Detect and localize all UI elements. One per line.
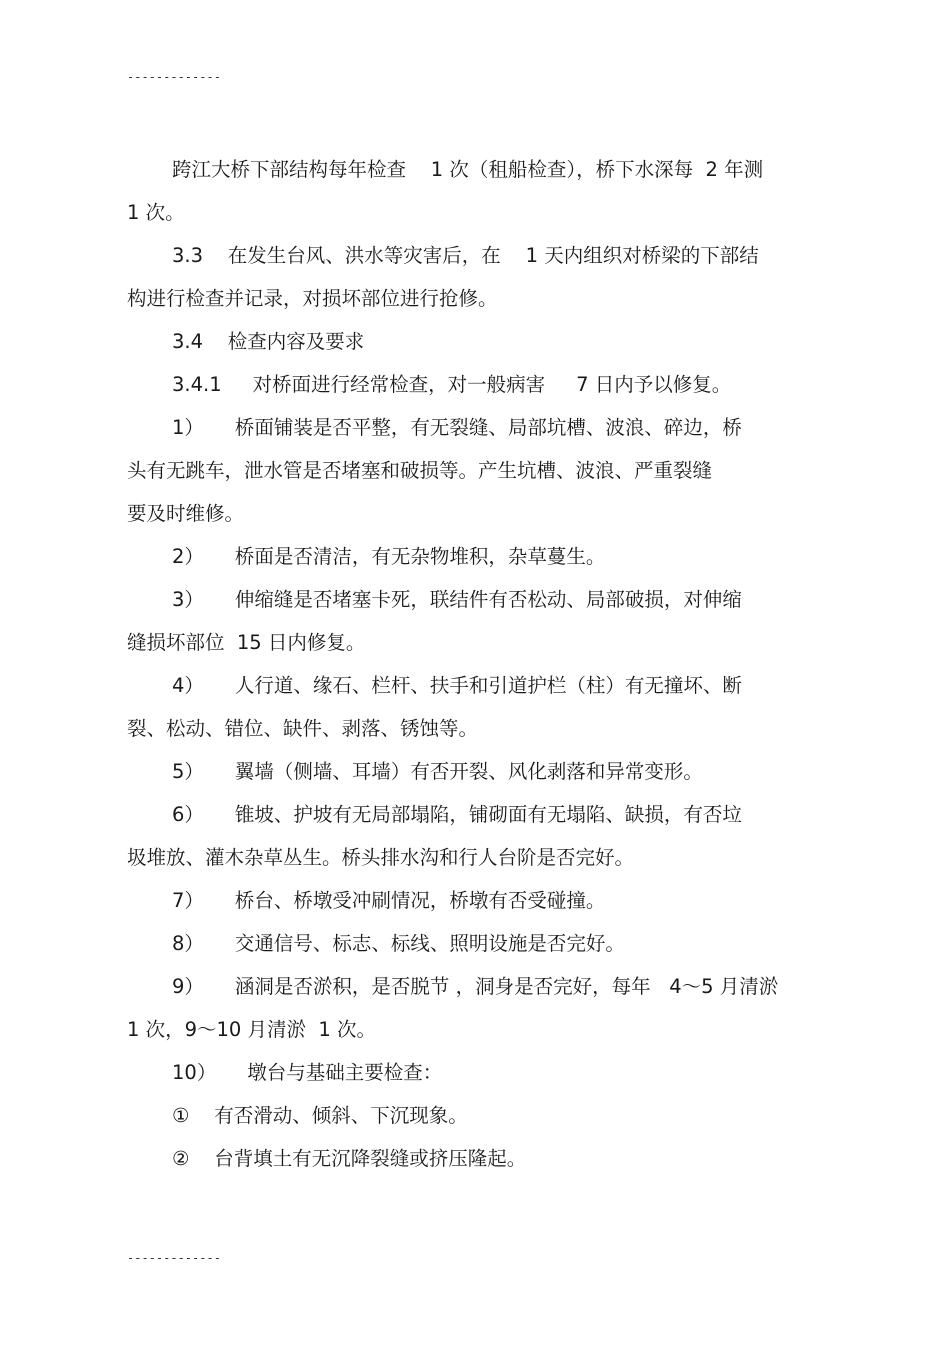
text-line: 1 次。 bbox=[127, 201, 185, 224]
text-line: 3.3 在发生台风、洪水等灾害后，在 1 天内组织对桥梁的下部结 bbox=[172, 244, 759, 267]
text-line: ① 有否滑动、倾斜、下沉现象。 bbox=[172, 1104, 468, 1127]
text-line: 3） 伸缩缝是否堵塞卡死，联结件有否松动、局部破损，对伸缩 bbox=[172, 588, 742, 611]
text-line: 6） 锥坡、护坡有无局部塌陷，铺砌面有无塌陷、缺损，有否垃 bbox=[172, 803, 742, 826]
text-line: 8） 交通信号、标志、标线、照明设施是否完好。 bbox=[172, 932, 625, 955]
document-body bbox=[127, 148, 817, 1180]
text-line: 构进行检查并记录，对损坏部位进行抢修。 bbox=[127, 287, 498, 310]
text-line: 跨江大桥下部结构每年检查 1 次（租船检查），桥下水深每 2 年测 bbox=[172, 158, 764, 181]
text-line: 3.4.1 对桥面进行经常检查，对一般病害 7 日内予以修复。 bbox=[172, 373, 732, 396]
text-line: 圾堆放、灌木杂草丛生。桥头排水沟和行人台阶是否完好。 bbox=[127, 846, 635, 869]
text-line: 缝损坏部位 15 日内修复。 bbox=[127, 631, 366, 654]
text-line: 裂、松动、错位、缺件、剥落、锈蚀等。 bbox=[127, 717, 479, 740]
text-line: 3.4 检查内容及要求 bbox=[172, 330, 365, 353]
header-marker: ------------- bbox=[127, 70, 221, 84]
text-line: 2） 桥面是否清洁，有无杂物堆积，杂草蔓生。 bbox=[172, 545, 606, 568]
text-line: 10） 墩台与基础主要检查： bbox=[172, 1061, 443, 1084]
text-line: 1 次，9～10 月清淤 1 次。 bbox=[127, 1018, 377, 1041]
text-line: 9） 涵洞是否淤积，是否脱节 ，洞身是否完好，每年 4～5 月清淤 bbox=[172, 975, 779, 998]
text-line: 头有无跳车，泄水管是否堵塞和破损等。产生坑槽、波浪、严重裂缝 bbox=[127, 459, 713, 482]
text-line: 1） 桥面铺装是否平整，有无裂缝、局部坑槽、波浪、碎边，桥 bbox=[172, 416, 742, 439]
text-line: ② 台背填土有无沉降裂缝或挤压隆起。 bbox=[172, 1147, 527, 1170]
text-line: 7） 桥台、桥墩受冲刷情况，桥墩有否受碰撞。 bbox=[172, 889, 606, 912]
text-line: 要及时维修。 bbox=[127, 502, 245, 525]
footer-marker: ------------- bbox=[127, 1251, 221, 1265]
text-line: 5） 翼墙（侧墙、耳墙）有否开裂、风化剥落和异常变形。 bbox=[172, 760, 703, 783]
text-line: 4） 人行道、缘石、栏杆、扶手和引道护栏（柱）有无撞坏、断 bbox=[172, 674, 742, 697]
